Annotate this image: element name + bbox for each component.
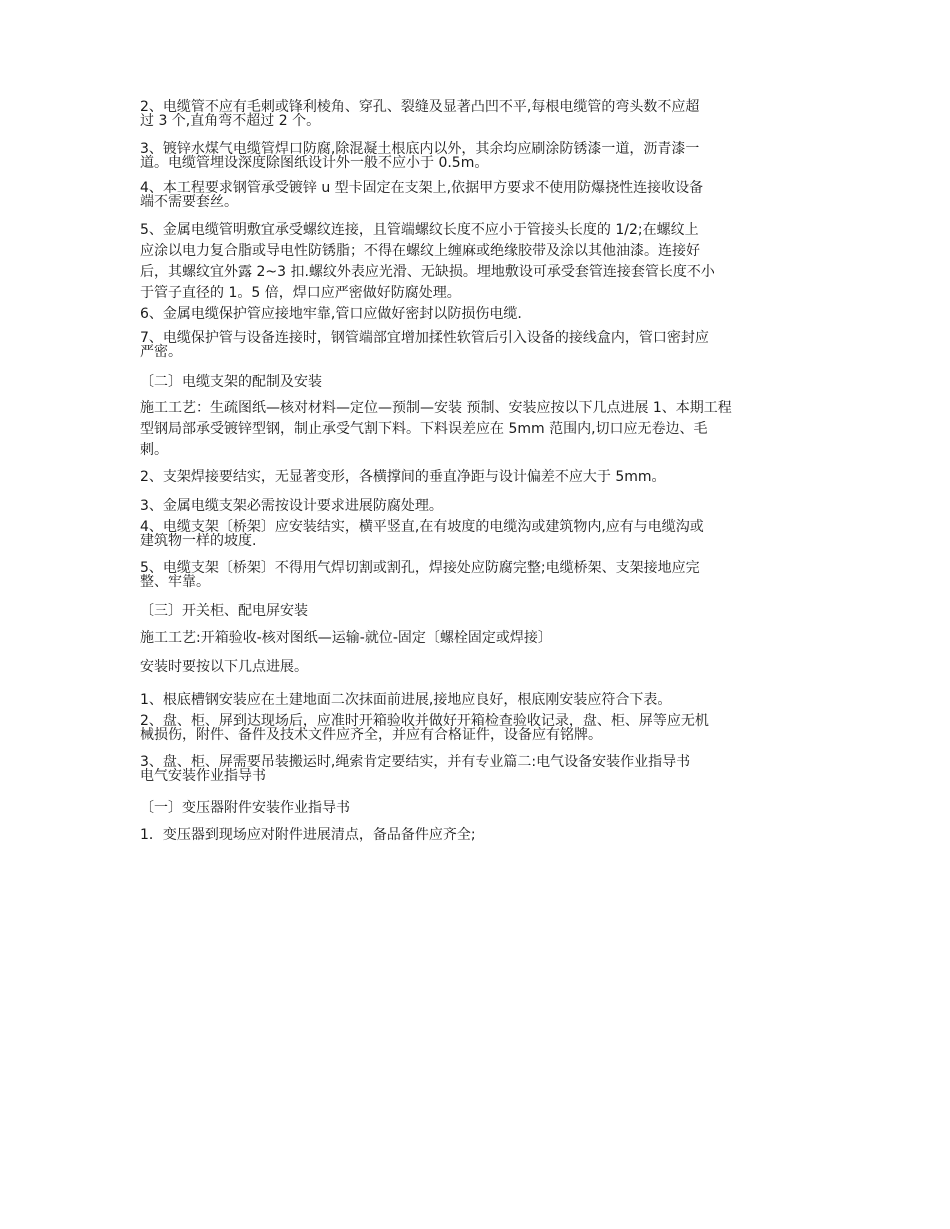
text-line: 3、镀锌水煤气电缆管焊口防腐,除混凝土根底内以外，其余均应刷涂防锈漆一道，沥青漆一 [140, 141, 700, 157]
paragraph [140, 828, 820, 842]
text-line: 〔二〕电缆支架的配制及安装 [140, 374, 322, 390]
text-line: 械损伤，附件、备件及技术文件应齐全，并应有合格证件，设备应有铭牌。 [140, 727, 602, 743]
text-line: 于管子直径的 1。5 倍，焊口应严密做好防腐处理。 [140, 285, 461, 301]
text-line: 3、金属电缆支架必需按设计要求进展防腐处理。 [140, 498, 443, 514]
paragraph [140, 520, 820, 548]
section-heading [140, 604, 820, 618]
text-line: 3、盘、柜、屏需要吊装搬运时,绳索肯定要结实，并有专业篇二:电气设备安装作业指导书 [140, 754, 691, 770]
paragraph [140, 307, 820, 321]
paragraph [140, 693, 820, 707]
text-line: 1．变压器到现场应对附件进展清点，备品备件应齐全; [140, 827, 476, 843]
paragraph [140, 499, 820, 513]
text-line: 〔三〕开关柜、配电屏安装 [140, 603, 308, 619]
text-line: 道。电缆管埋设深度除图纸设计外一般不应小于 0.5m。 [140, 155, 489, 171]
text-line: 安装时要按以下几点进展。 [140, 659, 308, 675]
text-line: 端不需要套丝。 [140, 194, 238, 210]
text-line: 2、电缆管不应有毛刺或锋利棱角、穿孔、裂缝及显著凸凹不平,每根电缆管的弯头数不应超 [140, 99, 700, 115]
section-heading [140, 375, 820, 389]
paragraph [140, 181, 820, 209]
text-line: 施工工艺:开箱验收-核对图纸—运输-就位-固定〔螺栓固定或焊接〕 [140, 630, 552, 646]
text-line: 建筑物一样的坡度. [140, 533, 257, 549]
paragraph [140, 220, 820, 304]
paragraph [140, 398, 820, 461]
text-line: 严密。 [140, 344, 182, 360]
text-line: 5、电缆支架〔桥架〕不得用气焊切割或割孔，焊接处应防腐完整;电缆桥架、支架接地应完 [140, 560, 700, 576]
paragraph [140, 714, 820, 742]
text-line: 整、牢靠。 [140, 574, 210, 590]
paragraph [140, 100, 820, 128]
text-line: 2、支架焊接要结实，无显著变形，各横撑间的垂直净距与设计偏差不应大于 5mm。 [140, 469, 666, 485]
text-line: 7、电缆保护管与设备连接时，钢管端部宜增加揉性软管后引入设备的接线盒内，管口密封应 [140, 330, 709, 346]
text-line: 后，其螺纹宜外露 2~3 扣.螺纹外表应光滑、无缺损。埋地敷设可承受套管连接套管长度不小 [140, 264, 715, 280]
text-line: 型钢局部承受镀锌型钢，制止承受气割下料。下料误差应在 5mm 范围内,切口应无卷边、毛 [140, 421, 708, 437]
paragraph [140, 142, 820, 170]
text-line: 施工工艺：生疏图纸—核对材料—定位—预制—安装 预制、安装应按以下几点进展 1、本期工程 [140, 400, 732, 416]
text-line: 应涂以电力复合脂或导电性防锈脂；不得在螺纹上缠麻或绝缘胶带及涂以其他油漆。连接好 [140, 243, 700, 259]
paragraph [140, 660, 820, 674]
paragraph [140, 470, 820, 484]
section-heading [140, 801, 820, 815]
text-line: 2、盘、柜、屏到达现场后，应准时开箱验收并做好开箱检查验收记录，盘、柜、屏等应无机 [140, 713, 709, 729]
text-line: 刺。 [140, 442, 168, 458]
paragraph [140, 755, 820, 783]
text-line: 1、根底槽钢安装应在土建地面二次抹面前进展,接地应良好，根底刚安装应符合下表。 [140, 692, 672, 708]
text-line: 5、金属电缆管明敷宜承受螺纹连接，且管端螺纹长度不应小于管接头长度的 1/2;在螺纹上 [140, 222, 699, 238]
text-line: 4、本工程要求钢管承受镀锌 u 型卡固定在支架上,依据甲方要求不使用防爆挠性连接收设备 [140, 180, 704, 196]
text-line: 6、金属电缆保护管应接地牢靠,管口应做好密封以防损伤电缆. [140, 306, 522, 322]
text-line: 过 3 个,直角弯不超过 2 个。 [140, 113, 321, 129]
text-line: 电气安装作业指导书 [140, 768, 266, 784]
paragraph [140, 631, 820, 645]
paragraph [140, 561, 820, 589]
paragraph [140, 331, 820, 359]
text-line: 4、电缆支架〔桥架〕应安装结实，横平竖直,在有坡度的电缆沟或建筑物内,应有与电缆沟或 [140, 519, 704, 535]
text-line: 〔一〕变压器附件安装作业指导书 [140, 800, 350, 816]
